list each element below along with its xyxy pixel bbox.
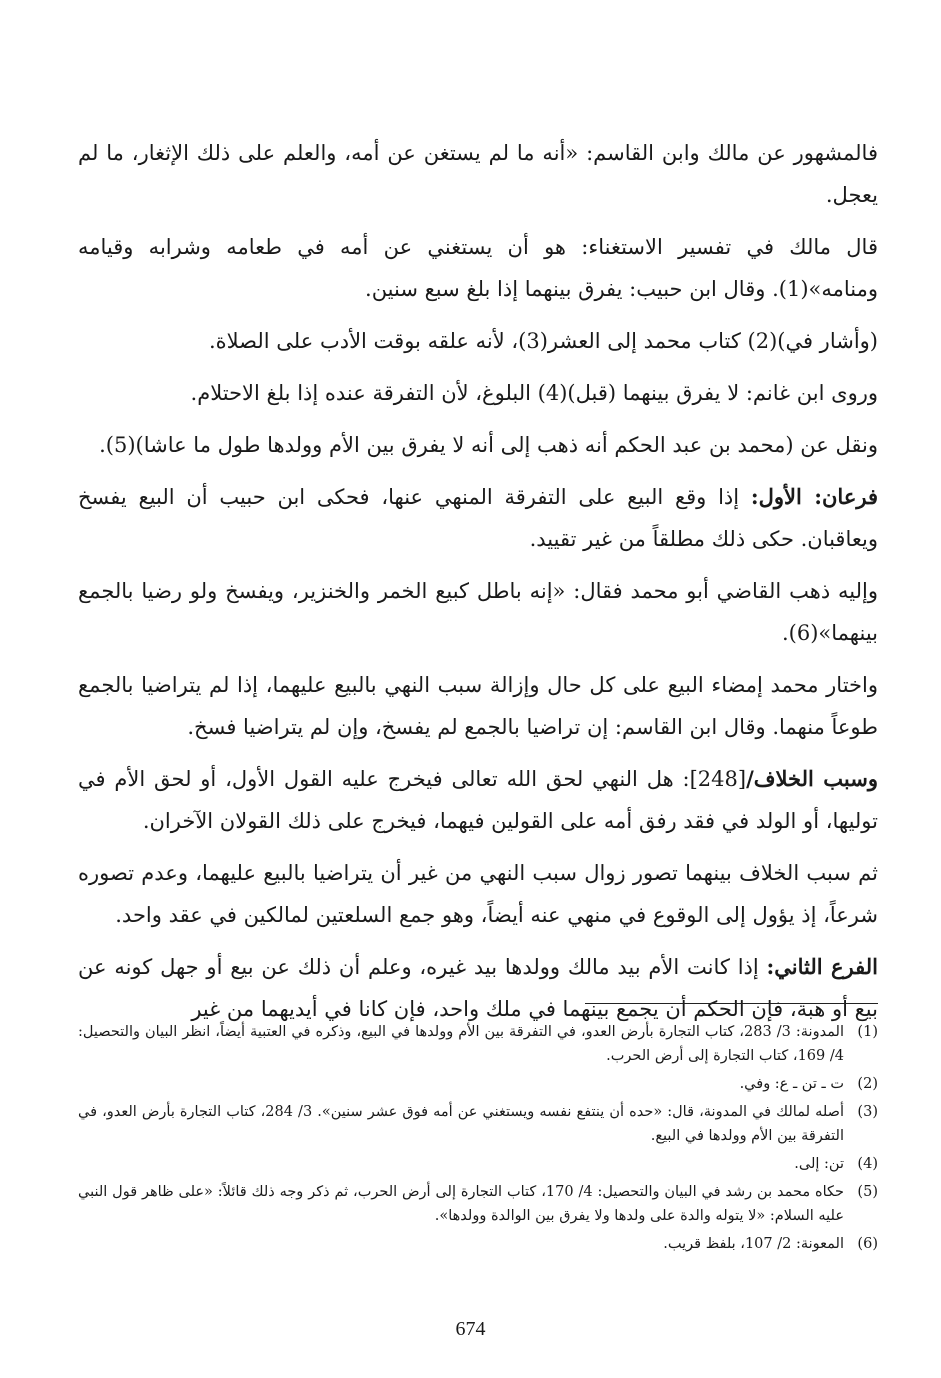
paragraph-5: ونقل عن (محمد بن عبد الحكم أنه ذهب إلى أنه لا يفرق بين الأم وولدها طول ما عاشا)(5). — [99, 433, 878, 457]
footnote: (1) المدونة: 3/ 283، كتاب التجارة بأرض العدو، في التفرقة بين الأم وولدها في البيع، وذكره في العتبية أيضاً، انظر البيان والتحصيل: 4/ 169، كتاب التجارة إلى أرض الحرب. — [78, 1024, 878, 1064]
footnote: (6) المعونة: 2/ 107، بلفظ قريب. — [663, 1236, 878, 1252]
paragraph-7: وإليه ذهب القاضي أبو محمد فقال: «إنه باطل كبيع الخمر والخنزير، ويفسخ ولو رضيا بالجمع بينهما»(6). — [78, 579, 878, 645]
paragraph-6: فرعان: الأول: إذا وقع البيع على التفرقة المنهي عنها، فحكى ابن حبيب أن البيع يفسخ ويعاقبان. حكى ذلك مطلقاً من غير تقييد. — [78, 484, 878, 551]
footnotes — [78, 1020, 878, 1260]
main-text — [78, 132, 878, 1040]
footnote: (4) تن: إلى. — [794, 1156, 878, 1172]
paragraph-2: قال مالك في تفسير الاستغناء: هو أن يستغني عن أمه في طعامه وشرابه وقيامه ومنامه»(1). وقال ابن حبيب: يفرق بينهما إذا بلغ سبع سنين. — [78, 235, 878, 301]
paragraph-heading: الفرع الثاني: — [766, 954, 878, 979]
paragraph-10: ثم سبب الخلاف بينهما تصور زوال سبب النهي من غير أن يتراضيا بالبيع عليهما، وعدم تصوره شرعاً، إذ يؤول إلى الوقوع في منهي عنه أيضاً، وهو جمع السلعتين لمالكين في عقد واحد. — [78, 861, 878, 927]
footnote-divider — [585, 1003, 878, 1004]
footnote: (3) أصله لمالك في المدونة، قال: «حده أن ينتفع نفسه ويستغني عن أمه فوق عشر سنين». 3/ 284، كتاب التجارة بأرض العدو، في التفرقة بين الأم وولدها في البيع. — [78, 1104, 878, 1144]
paragraph-11: الفرع الثاني: إذا كانت الأم بيد مالك وولدها بيد غيره، وعلم أن ذلك عن بيع أو جهل كونه عن بيع أو هبة، فإن الحكم أن يجمع بينهما في ملك واحد، فإن كانا في أيديهما من غير — [78, 954, 878, 1021]
paragraph-1: فالمشهور عن مالك وابن القاسم: «أنه ما لم يستغن عن أمه، والعلم على ذلك الإثغار، ما لم يعجل. — [78, 141, 878, 207]
paragraph-3: (وأشار في)(2) كتاب محمد إلى العشر(3)، لأنه علقه بوقت الأدب على الصلاة. — [208, 329, 878, 353]
paragraph-8: واختار محمد إمضاء البيع على كل حال وإزالة سبب النهي بالبيع عليهما، إذا لم يتراضيا بالجمع طوعاً منهما. وقال ابن القاسم: إن تراضيا بالجمع لم يفسخ، وإن لم يتراضيا فسخ. — [78, 673, 878, 739]
paragraph-heading: وسبب الخلاف/ — [746, 766, 878, 791]
page-number: 674 — [455, 1318, 486, 1340]
paragraph-9: وسبب الخلاف/[248]: هل النهي لحق الله تعالى فيخرج عليه القول الأول، أو لحق الأم في توليها، أو الولد في فقد رفق أمه على القولين فيهما، فيخرج على ذلك القولان الآخران. — [78, 766, 878, 833]
paragraph-4: وروى ابن غانم: لا يفرق بينهما (قبل)(4) البلوغ، لأن التفرقة عنده إذا بلغ الاحتلام. — [190, 381, 878, 405]
paragraph-heading: فرعان: الأول: — [750, 484, 878, 509]
footnote: (5) حكاه محمد بن رشد في البيان والتحصيل: 4/ 170، كتاب التجارة إلى أرض الحرب، ثم ذكر وجه ذلك قائلاً: «على ظاهر قول النبي عليه السلام: «لا يتوله والدة على ولدها ولا يفرق بين الوالدة وولدها». — [78, 1184, 878, 1224]
footnote: (2) ت ـ تن ـ ع: وفي. — [739, 1076, 878, 1092]
